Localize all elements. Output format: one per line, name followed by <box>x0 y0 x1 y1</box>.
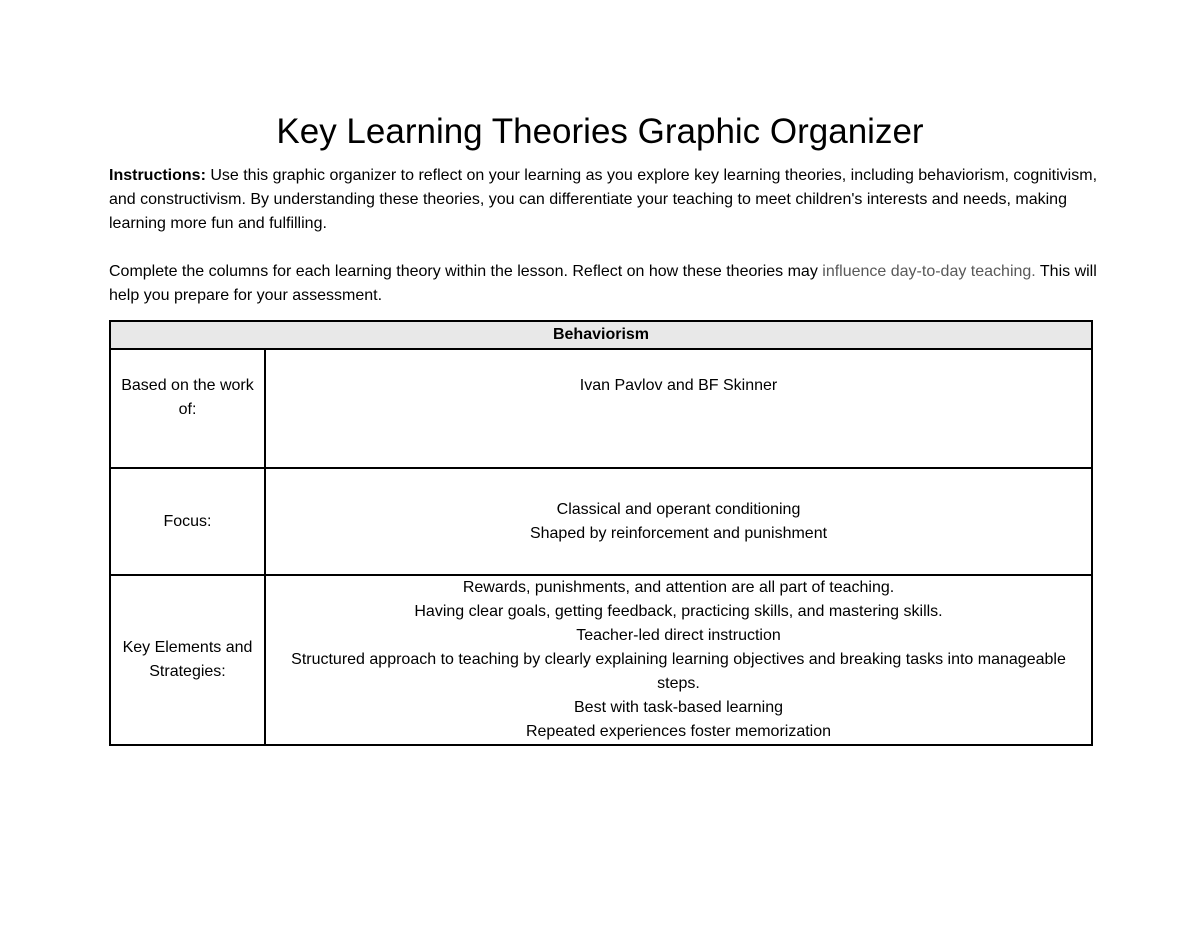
content-line: Classical and operant conditioning <box>556 500 801 518</box>
completion-text-highlight: influence day-to-day teaching. <box>822 263 1036 280</box>
table-row <box>110 468 1092 575</box>
row-label-focus: Focus: <box>110 468 265 575</box>
content-line: Shaped by reinforcement and punishment <box>529 524 828 542</box>
completion-text-start: Complete the columns for each learning theory within the lesson. Reflect on how these theories may <box>109 263 823 280</box>
table-header-row <box>110 321 1092 349</box>
content-line: Best with task-based learning <box>574 699 783 716</box>
content-line: Having clear goals, getting feedback, practicing skills, and mastering skills. <box>414 603 943 620</box>
instructions-text: Use this graphic organizer to reflect on your learning as you explore key learning theories, including behaviorism, cognitivism, and constructivism. By understanding these theories, you can differentiate your teaching to meet children's interests and needs, making learning more fun and fulfilling. <box>109 167 1098 232</box>
completion-paragraph <box>109 260 1099 308</box>
row-label-key-elements: Key Elements and Strategies: <box>110 575 265 745</box>
instructions-paragraph <box>109 164 1099 236</box>
behaviorism-table <box>109 320 1093 746</box>
content-line: Repeated experiences foster memorization <box>525 723 832 740</box>
table-header-behaviorism: Behaviorism <box>110 321 1092 349</box>
content-line: Ivan Pavlov and BF Skinner <box>579 377 778 394</box>
completion-text-end: This will help you prepare for your assessment. <box>109 263 1097 304</box>
table-row <box>110 349 1092 468</box>
table-row <box>110 575 1092 745</box>
row-content-based-on <box>265 349 1092 468</box>
row-content-key-elements <box>265 575 1092 745</box>
content-line: Rewards, punishments, and attention are all part of teaching. <box>462 579 895 596</box>
row-content-focus <box>265 468 1092 575</box>
content-line: Teacher-led direct instruction <box>576 627 781 644</box>
row-label-based-on: Based on the work of: <box>110 349 265 468</box>
page-title: Key Learning Theories Graphic Organizer <box>276 112 924 151</box>
content-line: Structured approach to teaching by clearly explaining learning objectives and breaking tasks into manageable steps. <box>291 651 1066 692</box>
instructions-label: Instructions: <box>109 167 206 184</box>
